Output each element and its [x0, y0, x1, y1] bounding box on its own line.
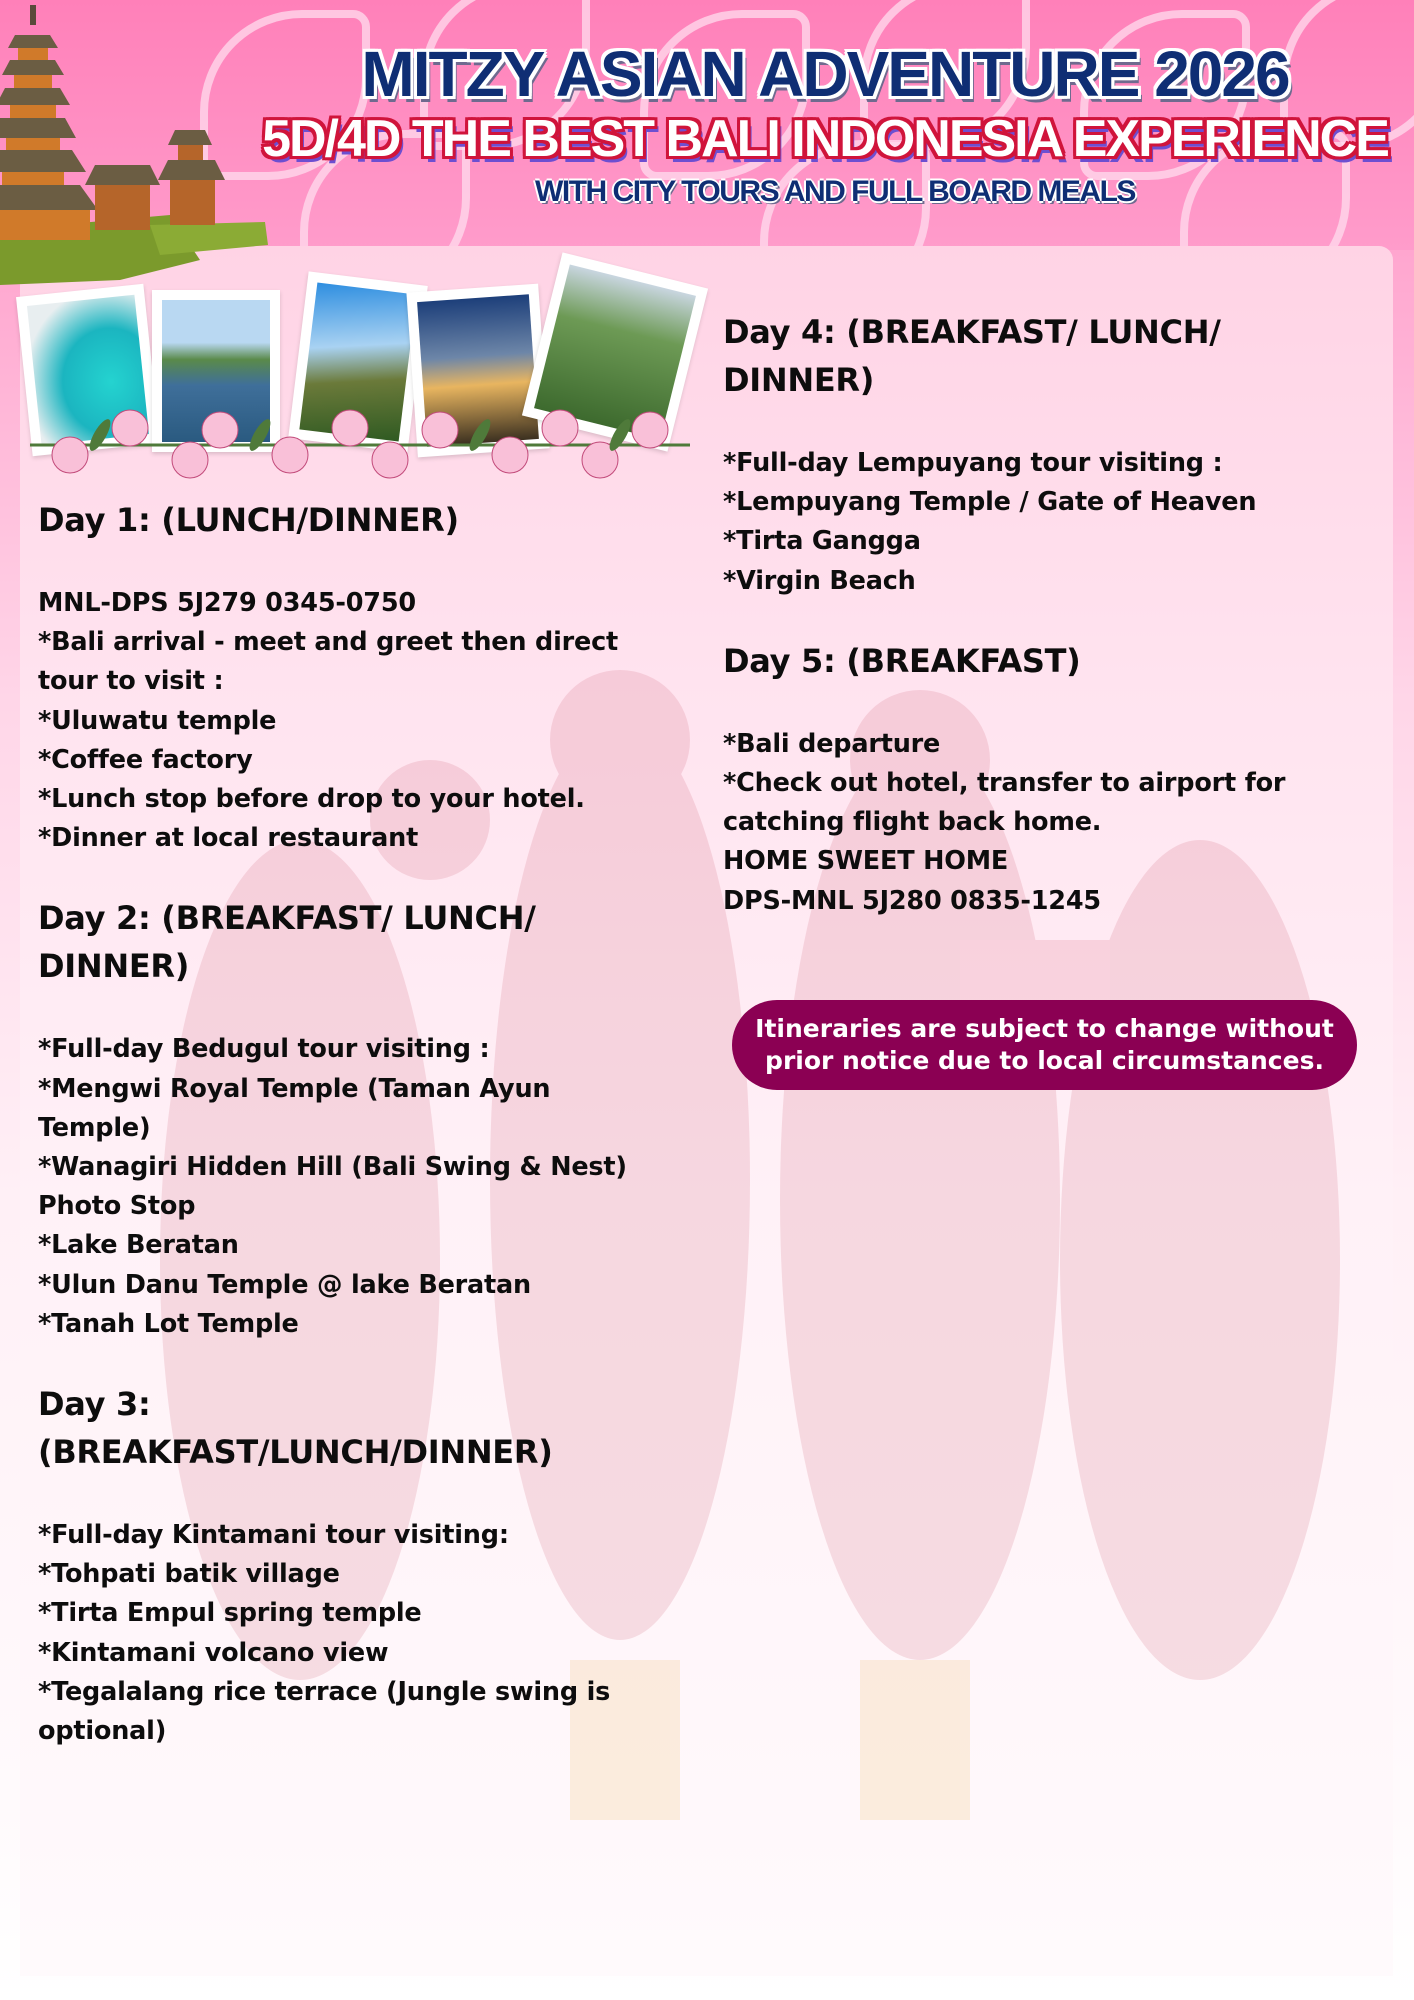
day-4-section [723, 308, 1363, 601]
lily-garland-icon [30, 400, 690, 490]
itinerary-line: *Virgin Beach [723, 565, 916, 596]
itinerary-line: *Bali arrival - meet and greet then direct tour to visit : [38, 627, 618, 697]
bali-temple-illustration-icon [0, 0, 270, 285]
itinerary-line: *Lake Beratan [38, 1230, 239, 1261]
itinerary-line: *Tanah Lot Temple [38, 1308, 299, 1339]
itinerary-line: *Tirta Gangga [723, 526, 921, 557]
itinerary-line: *Dinner at local restaurant [38, 823, 419, 854]
day-heading: Day 1: (LUNCH/DINNER) [38, 501, 459, 539]
itinerary-line: *Check out hotel, transfer to airport for catching flight back home. [723, 768, 1286, 838]
title-block [260, 38, 1390, 214]
day-heading: Day 5: (BREAKFAST) [723, 641, 1081, 680]
itinerary-line: *Tohpati batik village [38, 1559, 340, 1590]
itinerary-line: *Uluwatu temple [38, 705, 277, 736]
day-heading: Day 3: (BREAKFAST/LUNCH/DINNER) [38, 1385, 553, 1472]
day-2-section [38, 894, 678, 1344]
itinerary-line: *Bali departure [723, 728, 941, 759]
itinerary-change-notice: Itineraries are subject to change without prior notice due to local circumstances. [732, 1000, 1357, 1090]
itinerary-line: *Ulun Danu Temple @ lake Beratan [38, 1269, 532, 1300]
page-tagline: WITH CITY TOURS AND FULL BOARD MEALS [535, 175, 1135, 208]
itinerary-line: *Lempuyang Temple / Gate of Heaven [723, 487, 1257, 518]
day-heading: Day 4: (BREAKFAST/ LUNCH/ DINNER) [723, 313, 1221, 399]
itinerary-line: *Full-day Lempuyang tour visiting : [723, 448, 1223, 478]
itinerary-line: *Coffee factory [38, 744, 253, 775]
itinerary-line: *Kintamani volcano view [38, 1637, 389, 1668]
itinerary-line: DPS-MNL 5J280 0835-1245 [723, 885, 1101, 916]
itinerary-line: *Full-day Kintamani tour visiting: [38, 1520, 509, 1551]
itinerary-line: *Mengwi Royal Temple (Taman Ayun Temple) [38, 1073, 551, 1143]
day-heading: Day 2: (BREAKFAST/ LUNCH/ DINNER) [38, 899, 536, 986]
photo-collage [20, 260, 720, 490]
itinerary-line: HOME SWEET HOME [723, 846, 1009, 877]
day-1-section [38, 496, 678, 858]
itinerary-right-column [723, 308, 1363, 957]
itinerary-line: *Full-day Bedugul tour visiting : [38, 1034, 490, 1065]
itinerary-line: *Lunch stop before drop to your hotel. [38, 784, 585, 815]
page-title: MITZY ASIAN ADVENTURE 2026 [361, 38, 1289, 110]
page-subtitle: 5D/4D THE BEST BALI INDONESIA EXPERIENCE [262, 110, 1388, 168]
itinerary-left-column [38, 496, 678, 1787]
itinerary-line: MNL-DPS 5J279 0345-0750 [38, 588, 416, 618]
itinerary-line: *Tegalalang rice terrace (Jungle swing is optional) [38, 1676, 611, 1747]
day-5-section [723, 637, 1363, 921]
itinerary-line: *Tirta Empul spring temple [38, 1598, 422, 1629]
itinerary-line: *Wanagiri Hidden Hill (Bali Swing & Nest) Photo Stop [38, 1152, 627, 1222]
day-3-section [38, 1380, 678, 1751]
